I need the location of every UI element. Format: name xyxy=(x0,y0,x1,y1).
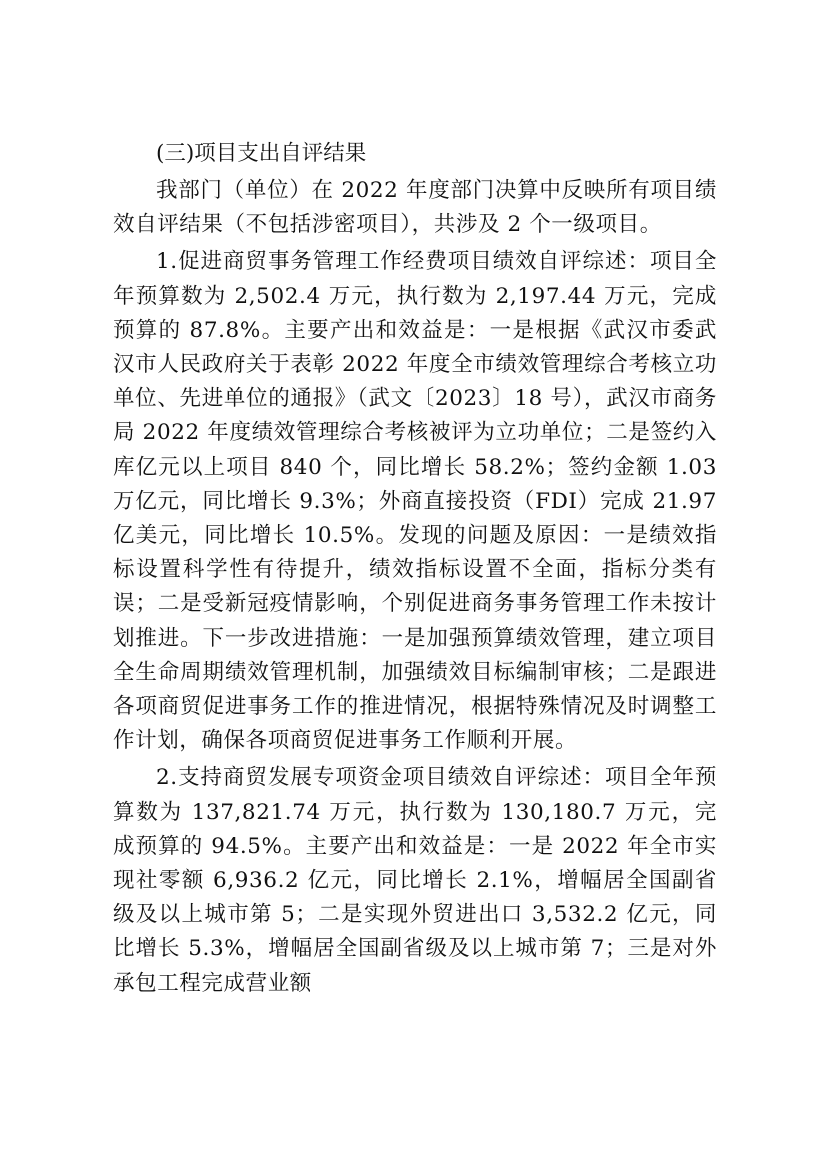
paragraph-intro: 我部门（单位）在 2022 年度部门决算中反映所有项目绩效自评结果（不包括涉密项目），共涉及 2 个一级项目。 xyxy=(113,178,717,238)
paragraph-project-2: 2.支持商贸发展专项资金项目绩效自评综述：项目全年预算数为 137,821.74 万元，执行数为 130,180.7 万元，完成预算的 94.5%。主要产出和效益是：一是 2022 年全市实现社零额 6,936.2 亿元，同比增长 2.1%，增幅居全国副省级及以上城市第 5；二是实现外贸进出口 3,532.2 亿元，同比增长 5.3%，增幅居全国副省级及以上城市第 7；三是对外承包工程完成营业额 xyxy=(113,765,717,996)
document-body xyxy=(113,137,717,1004)
paragraph-project-1: 1.促进商贸事务管理工作经费项目绩效自评综述：项目全年预算数为 2,502.4 万元，执行数为 2,197.44 万元，完成预算的 87.8%。主要产出和效益是：一是根据《武汉市委武汉市人民政府关于表彰 2022 年度全市绩效管理综合考核立功单位、先进单位的通报》（武文〔2023〕18 号），武汉市商务局 2022 年度绩效管理综合考核被评为立功单位；二是签约入库亿元以上项目 840 个，同比增长 58.2%；签约金额 1.03 万亿元，同比增长 9.3%；外商直接投资（FDI）完成 21.97 亿美元，同比增长 10.5%。发现的问题及原因：一是绩效指标设置科学性有待提升，绩效指标设置不全面，指标分类有误；二是受新冠疫情影响，个别促进商务事务管理工作未按计划推进。下一步改进措施：一是加强预算绩效管理，建立项目全生命周期绩效管理机制，加强绩效目标编制审核；二是跟进各项商贸促进事务工作的推进情况，根据特殊情况及时调整工作计划，确保各项商贸促进事务工作顺利开展。 xyxy=(113,249,717,754)
section-heading: (三)项目支出自评结果 xyxy=(156,141,367,166)
